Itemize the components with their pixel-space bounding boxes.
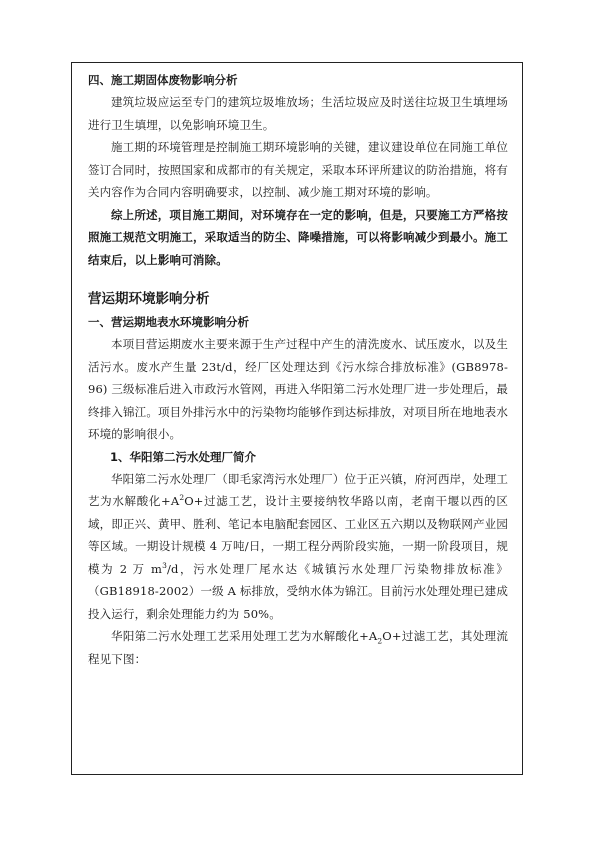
report-frame	[71, 62, 523, 775]
section-heading-surface-water: 一、营运期地表水环境影响分析	[88, 315, 249, 329]
paragraph-wwtp-process: 华阳第二污水处理工艺采用处理工艺为水解酸化$+A_2O+$过滤工艺，其处理流程见下图：	[88, 629, 509, 666]
chapter-title-operation-impact: 营运期环境影响分析	[88, 291, 210, 307]
paragraph-garbage-disposal: 建筑垃圾应运至专门的建筑垃圾堆放场；生活垃圾应及时送往垃圾卫生填埋场进行卫生填埋，以免影响环境卫生。	[88, 95, 508, 132]
paragraph-wwtp-description: 华阳第二污水处理厂（即毛家湾污水处理厂）位于正兴镇，府河西岸，处理工艺为水解酸化$+A^2O+$过滤工艺，设计主要接纳牧华路以南，老南干堰以西的区域，即正兴、黄甲、胜利、笔记本电脑配套园区、工业区五六期以及物联网产业园等区域。一期设计规模 4 万吨/日，一期工程分两阶段实施，一期一阶段项目，规模为 2 万 $m^3/d$，污水处理厂尾水达《城镇污水处理厂污染物排放标准》（GB18918-2002）一级 A 标排放，受纳水体为锦江。目前污水处理处理已建成投入运行，剩余处理能力约为 50%。	[88, 471, 509, 621]
subsection-heading-wwtp-intro: 1、华阳第二污水处理厂简介	[110, 449, 257, 464]
paragraph-wastewater-source: 本项目营运期废水主要来源于生产过程中产生的清洗废水、试压废水，以及生活污水。废水产生量 23t/d，经厂区处理达到《污水综合排放标准》(GB8978-96) 三级标准后进入市政污水管网，再进入华阳第二污水处理厂进一步处理后，最终排入锦江。项目外排污水中的污染物均能够作到达标排放，对项目所在地地表水环境的影响很小。	[88, 337, 508, 441]
paragraph-environmental-management: 施工期的环境管理是控制施工期环境影响的关键，建议建设单位在同施工单位签订合同时，按照国家和成都市的有关规定，采取本环评所建议的防治措施，将有关内容作为合同内容明确要求，以控制、减少施工期对环境的影响。	[88, 140, 508, 199]
paragraph-construction-summary: 综上所述，项目施工期间，对环境存在一定的影响，但是，只要施工方严格按照施工规范文明施工，采取适当的防尘、降噪措施，可以将影响减少到最小。施工结束后，以上影响可消除。	[88, 207, 508, 267]
report-content	[88, 69, 508, 670]
section-heading-construction-solid-waste: 四、施工期固体废物影响分析	[88, 73, 238, 87]
